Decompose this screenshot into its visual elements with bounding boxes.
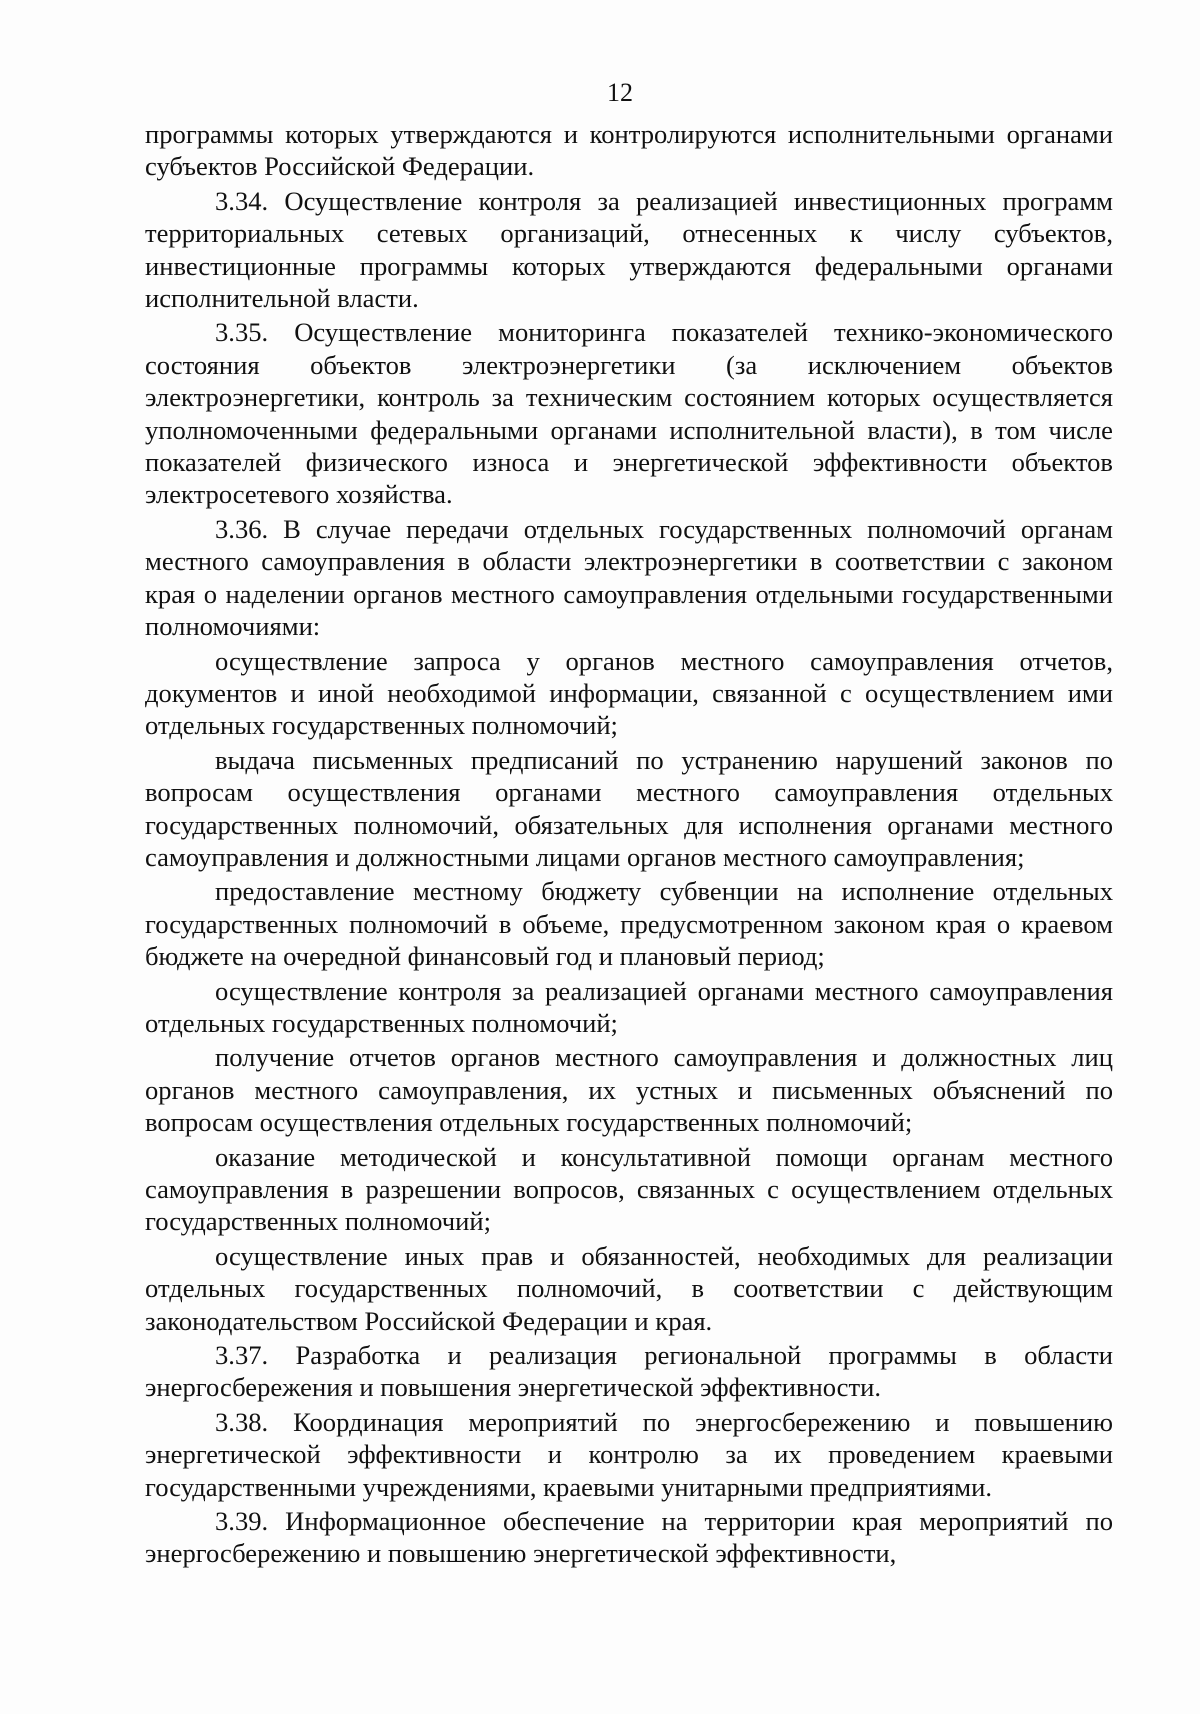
paragraph-3-39: 3.39. Информационное обеспечение на территории края мероприятий по энергосбережению и повышению энергетической эффективности, (145, 1506, 1113, 1569)
paragraph-continuation: программы которых утверждаются и контролируются исполнительными органами субъектов Российской Федерации. (145, 119, 1113, 182)
list-item-receive-reports: получение отчетов органов местного самоуправления и должностных лиц органов местного самоуправления, их устных и письменных объяснений по вопросам осуществления отдельных государственных полномочий; (145, 1042, 1113, 1138)
list-item-issue-orders: выдача письменных предписаний по устранению нарушений законов по вопросам осуществления органами местного самоуправления отдельных государственных полномочий, обязательных для исполнения органами местного самоуправления и должностными лицами органов местного самоуправления; (145, 744, 1113, 872)
list-item-request-reports: осуществление запроса у органов местного самоуправления отчетов, документов и иной необходимой информации, связанной с осуществлением ими отдельных государственных полномочий; (145, 645, 1113, 741)
paragraph-3-38: 3.38. Координация мероприятий по энергосбережению и повышению энергетической эффективности и контролю за их проведением краевыми государственными учреждениями, краевыми унитарными предприятиями. (145, 1406, 1113, 1502)
document-body (145, 118, 1113, 1572)
list-item-methodical-help: оказание методической и консультативной помощи органам местного самоуправления в разрешении вопросов, связанных с осуществлением отдельных государственных полномочий; (145, 1141, 1113, 1237)
paragraph-3-36: 3.36. В случае передачи отдельных государственных полномочий органам местного самоуправления в области электроэнергетики в соответствии с законом края о наделении органов местного самоуправления отдельными государственными полномочиями: (145, 513, 1113, 642)
list-item-subvention: предоставление местному бюджету субвенции на исполнение отдельных государственных полномочий в объеме, предусмотренном законом края о краевом бюджете на очередной финансовый год и плановый период; (145, 876, 1113, 972)
paragraph-3-37: 3.37. Разработка и реализация региональной программы в области энергосбережения и повышения энергетической эффективности. (145, 1340, 1113, 1403)
list-item-control: осуществление контроля за реализацией органами местного самоуправления отдельных государственных полномочий; (145, 975, 1113, 1038)
paragraph-3-34: 3.34. Осуществление контроля за реализацией инвестиционных программ территориальных сетевых организаций, отнесенных к числу субъектов, инвестиционные программы которых утверждаются федеральными органами исполнительной власти. (145, 185, 1113, 314)
paragraph-3-35: 3.35. Осуществление мониторинга показателей технико-экономического состояния объектов электроэнергетики (за исключением объектов электроэнергетики, контроль за техническим состоянием которых осуществляется уполномоченными федеральными органами исполнительной власти), в том числе показателей физического износа и энергетической эффективности объектов электросетевого хозяйства. (145, 317, 1113, 510)
list-item-other-rights: осуществление иных прав и обязанностей, необходимых для реализации отдельных государственных полномочий, в соответствии с действующим законодательством Российской Федерации и края. (145, 1240, 1113, 1336)
page-number: 12 (607, 78, 633, 107)
